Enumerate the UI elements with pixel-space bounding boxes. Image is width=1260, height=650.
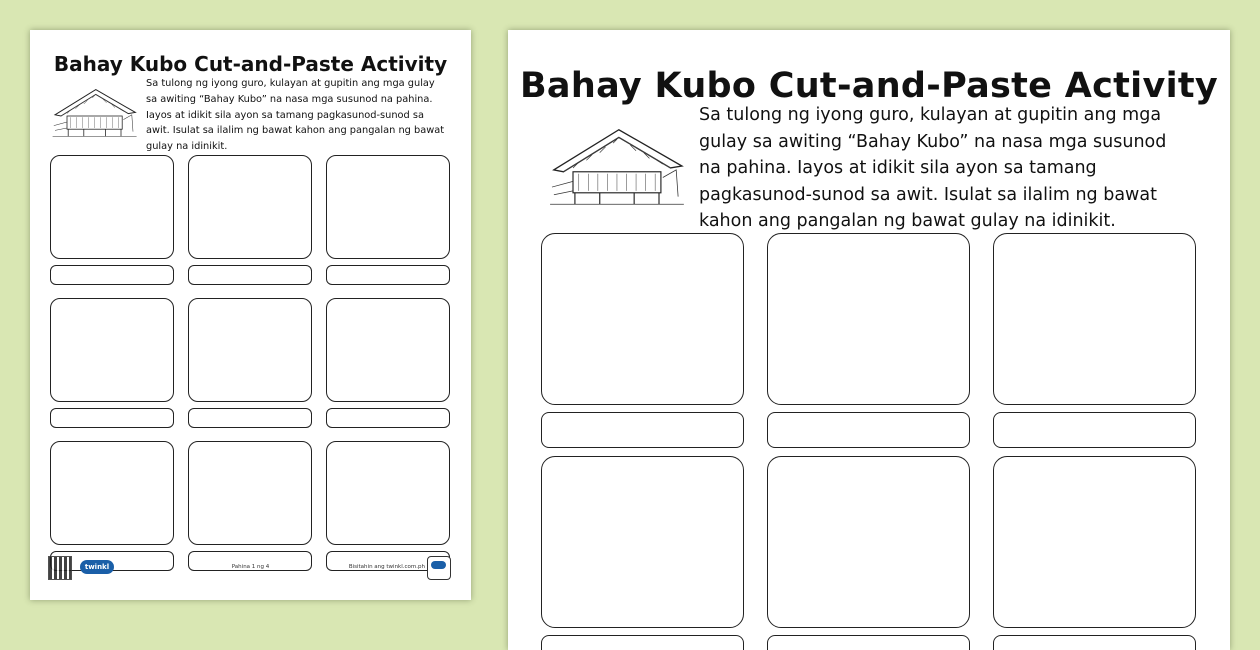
worksheet-title: Bahay Kubo Cut-and-Paste Activity <box>519 66 1219 106</box>
paste-box <box>50 441 174 545</box>
worksheet-title: Bahay Kubo Cut-and-Paste Activity <box>53 52 448 76</box>
name-label-box <box>767 635 970 650</box>
worksheet-instructions: Sa tulong ng iyong guro, kulayan at gupitin ang mga gulay sa awiting “Bahay Kubo” na nasa mga susunod na pahina. Iayos at idikit sila ayon sa tamang pagkasunod-sunod sa awit. Isulat sa ilalim ng bawat kahon ang pangalan ng bawat gulay na idinikit. <box>699 105 1167 231</box>
bahay-kubo-hut-icon <box>48 86 140 140</box>
name-label-box <box>541 635 744 650</box>
bahay-kubo-hut-icon <box>542 124 690 210</box>
paste-box <box>326 441 450 545</box>
paste-box <box>188 155 312 259</box>
website-text: Bisitahin ang twinkl.com.ph <box>348 564 425 570</box>
paste-box <box>50 298 174 402</box>
paste-box <box>326 155 450 259</box>
paste-box <box>993 456 1196 628</box>
name-label-box <box>50 265 174 285</box>
worksheet-instructions: Sa tulong ng iyong guro, kulayan at gupitin ang mga gulay sa awiting “Bahay Kubo” na nasa mga susunod na pahina. Iayos at idikit sila ayon sa tamang pagkasunod-sunod sa awit. Isulat sa ilalim ng bawat kahon ang pangalan ng bawat gulay na idinikit. <box>146 78 445 153</box>
worksheet-footer <box>30 552 471 582</box>
name-label-box <box>326 265 450 285</box>
name-label-box <box>993 412 1196 448</box>
paste-box <box>541 233 744 405</box>
paste-box <box>188 298 312 402</box>
paste-box <box>188 441 312 545</box>
paste-box <box>541 456 744 628</box>
worksheet-page-thumbnail <box>30 30 471 600</box>
twinkl-badge-icon <box>427 556 451 580</box>
name-label-box <box>993 635 1196 650</box>
name-label-box <box>188 408 312 428</box>
page-number: Pahina 1 ng 4 <box>231 564 270 570</box>
paste-box <box>50 155 174 259</box>
paste-box <box>993 233 1196 405</box>
name-label-box <box>541 412 744 448</box>
paste-box <box>326 298 450 402</box>
twinkl-logo: twinkl <box>80 560 114 574</box>
worksheet-page-large <box>508 30 1230 650</box>
name-label-box <box>326 408 450 428</box>
name-label-box <box>767 412 970 448</box>
paste-box <box>767 233 970 405</box>
paste-box <box>767 456 970 628</box>
name-label-box <box>188 265 312 285</box>
name-label-box <box>50 408 174 428</box>
